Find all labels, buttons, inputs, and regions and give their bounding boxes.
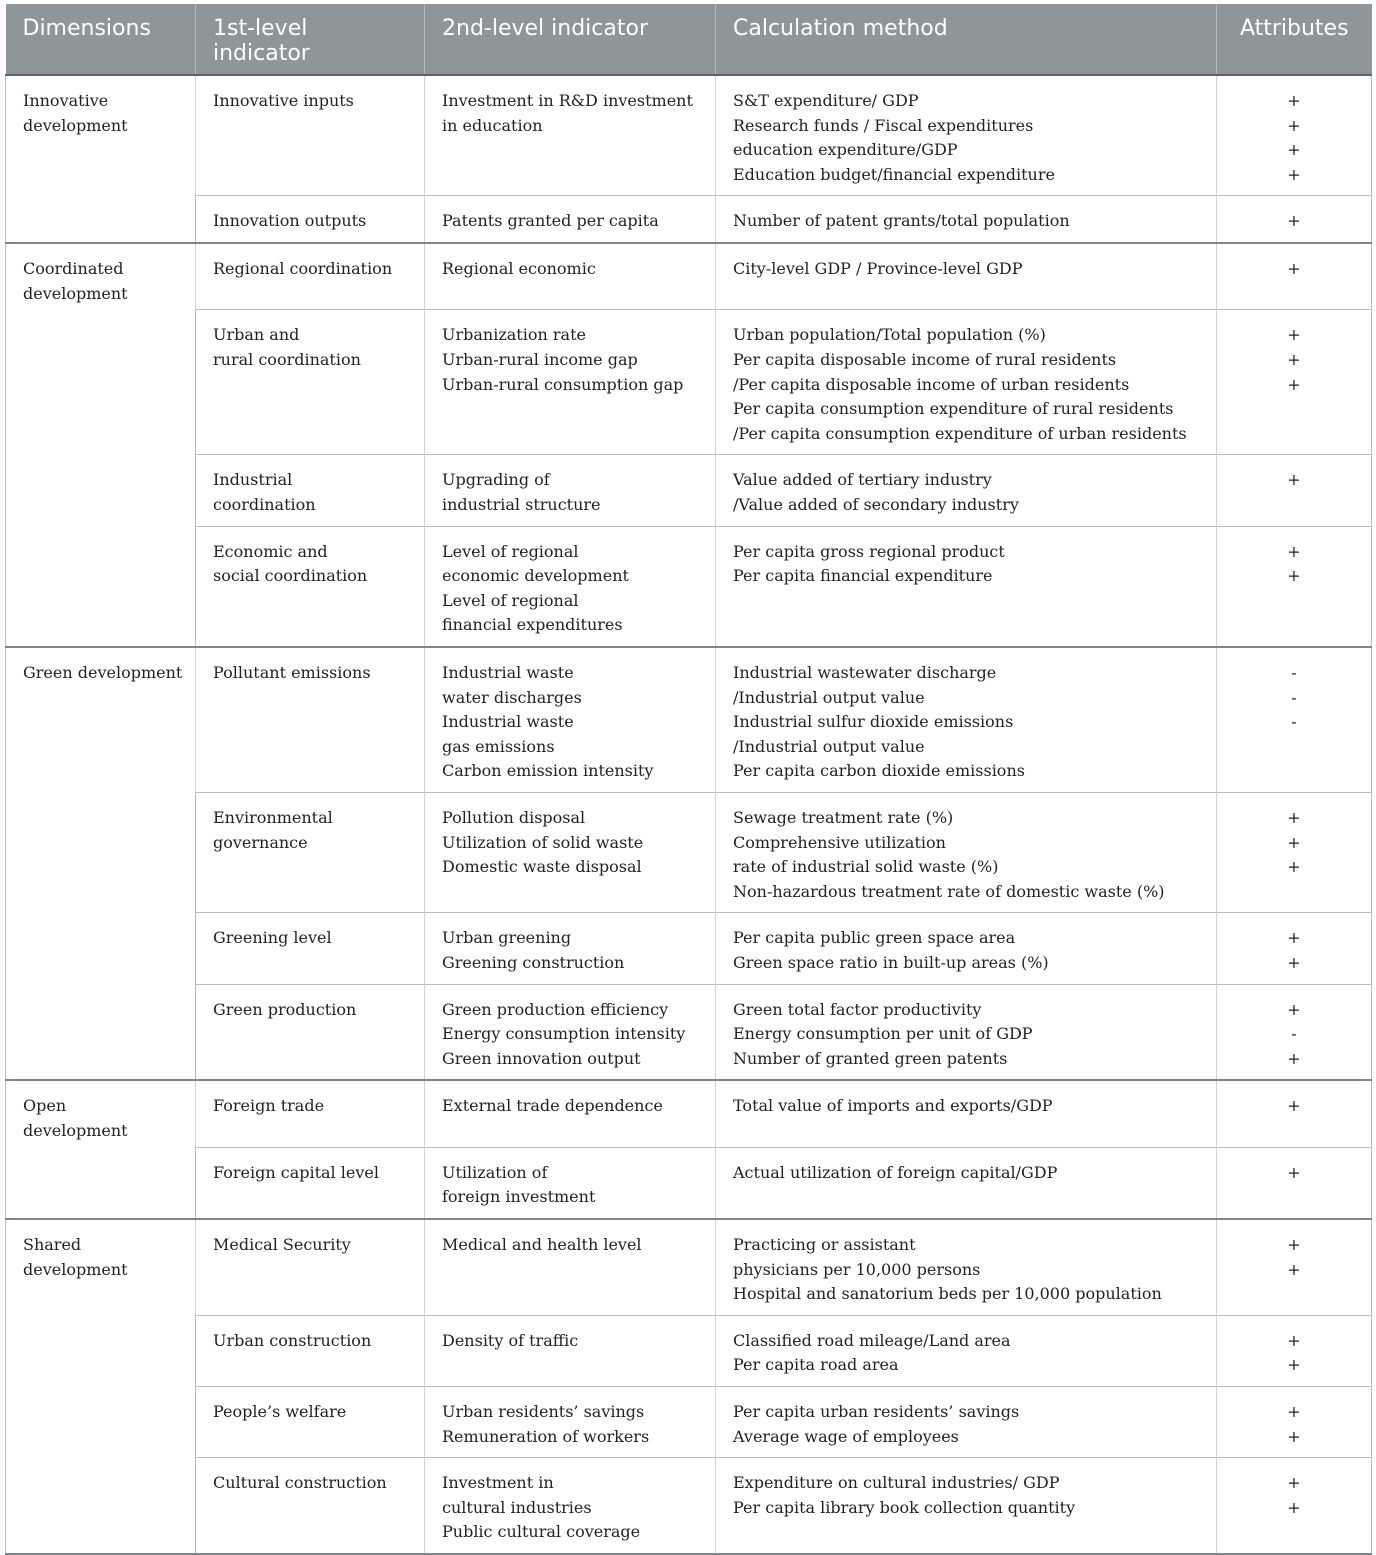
table-row — [6, 243, 1372, 310]
second-level-cell — [425, 310, 716, 455]
first-level-cell-line: rural coordination — [213, 350, 361, 370]
attribute-cell — [1217, 196, 1372, 243]
attribute-cell — [1217, 75, 1372, 196]
first-level-cell — [196, 1386, 425, 1457]
second-level-cell-line: Urban-rural consumption gap — [442, 374, 684, 394]
dimension-cell — [6, 1080, 196, 1219]
calculation-cell-line: Actual utilization of foreign capital/GDP — [733, 1162, 1058, 1182]
second-level-cell-line: Urban residents’ savings — [442, 1401, 645, 1421]
second-level-cell — [425, 913, 716, 984]
calculation-cell-line: Green space ratio in built-up areas (%) — [733, 952, 1049, 972]
calculation-cell-line: /Industrial output value — [733, 736, 925, 756]
attribute-cell-line: + — [1287, 1473, 1301, 1493]
calculation-cell-line: Per capita financial expenditure — [733, 566, 993, 586]
table-row — [6, 913, 1372, 984]
second-level-cell-line: Industrial waste — [442, 712, 574, 732]
calculation-cell — [716, 455, 1217, 526]
calculation-cell-line: Per capita urban residents’ savings — [733, 1401, 1020, 1421]
attribute-cell-line: + — [1287, 1048, 1301, 1068]
calculation-cell — [716, 1458, 1217, 1554]
second-level-cell-line: gas emissions — [442, 736, 555, 756]
second-level-cell-line: Energy consumption intensity — [442, 1024, 686, 1044]
table-row — [6, 526, 1372, 647]
second-level-cell-line: Carbon emission intensity — [442, 761, 654, 781]
calculation-cell-line: Value added of tertiary industry — [733, 470, 992, 490]
calculation-cell-line: Number of granted green patents — [733, 1048, 1008, 1068]
table-row — [6, 1315, 1372, 1386]
attribute-cell — [1217, 455, 1372, 526]
calculation-cell-line: Per capita carbon dioxide emissions — [733, 761, 1025, 781]
second-level-cell-line: Level of regional — [442, 541, 579, 561]
attribute-cell-line: + — [1287, 258, 1301, 278]
first-level-cell-line: Greening level — [213, 928, 332, 948]
dimension-cell-line: Shared — [23, 1235, 82, 1254]
calculation-cell-line: Number of patent grants/total population — [733, 211, 1070, 231]
attribute-cell-line: + — [1287, 1235, 1301, 1254]
calculation-cell-line: Urban population/Total population (%) — [733, 325, 1046, 345]
second-level-cell-line: Public cultural coverage — [442, 1522, 641, 1542]
calculation-cell-line: Industrial sulfur dioxide emissions — [733, 712, 1014, 732]
calculation-cell — [716, 1219, 1217, 1315]
first-level-cell-line: Urban construction — [213, 1330, 372, 1350]
calculation-cell-line: Classified road mileage/Land area — [733, 1330, 1011, 1350]
attribute-cell-line: + — [1287, 1426, 1301, 1446]
second-level-cell — [425, 526, 716, 647]
second-level-cell-line: Utilization of — [442, 1162, 548, 1182]
attribute-cell — [1217, 1458, 1372, 1554]
attribute-cell-line: + — [1287, 1096, 1301, 1116]
second-level-cell — [425, 75, 716, 196]
calculation-cell — [716, 913, 1217, 984]
first-level-cell-line: Innovative inputs — [213, 91, 354, 110]
first-level-cell-line: Industrial — [213, 470, 293, 490]
dimension-cell-line: development — [23, 1120, 128, 1140]
attribute-cell — [1217, 310, 1372, 455]
calculation-cell-line: Average wage of employees — [733, 1426, 959, 1446]
attribute-cell-line: + — [1287, 1355, 1301, 1375]
first-level-cell — [196, 647, 425, 792]
calculation-cell — [716, 1315, 1217, 1386]
attribute-cell — [1217, 1080, 1372, 1147]
dimension-cell — [6, 243, 196, 647]
first-level-cell-line: Cultural construction — [213, 1473, 387, 1493]
calculation-cell-line: education expenditure/GDP — [733, 140, 958, 160]
attribute-cell-line: + — [1287, 1162, 1301, 1182]
attribute-cell-line: + — [1287, 115, 1301, 135]
calculation-cell-line: Education budget/financial expenditure — [733, 164, 1055, 184]
second-level-cell — [425, 984, 716, 1080]
second-level-cell-line: foreign investment — [442, 1187, 596, 1207]
second-level-cell-line: Domestic waste disposal — [442, 857, 642, 877]
calculation-cell-line: City-level GDP / Province-level GDP — [733, 258, 1023, 278]
attribute-cell-line: - — [1291, 663, 1297, 682]
second-level-cell-line: Regional economic — [442, 258, 596, 278]
second-level-cell — [425, 1147, 716, 1219]
second-level-cell-line: Urban-rural income gap — [442, 350, 638, 370]
second-level-cell-line: Level of regional — [442, 590, 579, 610]
table-row — [6, 455, 1372, 526]
table-row — [6, 1147, 1372, 1219]
second-level-cell-line: Remuneration of workers — [442, 1426, 650, 1446]
second-level-cell-line: Green production efficiency — [442, 999, 669, 1019]
attribute-cell — [1217, 1147, 1372, 1219]
attribute-cell-line: + — [1287, 325, 1301, 345]
table-row — [6, 75, 1372, 196]
table-row — [6, 792, 1372, 912]
attribute-cell — [1217, 1219, 1372, 1315]
dimension-cell — [6, 1219, 196, 1554]
dimension-cell-line: development — [23, 283, 128, 303]
attribute-cell — [1217, 792, 1372, 912]
first-level-cell-line: Pollutant emissions — [213, 663, 371, 682]
dimension-cell-line: development — [23, 1259, 128, 1279]
second-level-cell — [425, 1080, 716, 1147]
first-level-cell — [196, 913, 425, 984]
calculation-cell — [716, 1147, 1217, 1219]
attribute-cell-line: + — [1287, 541, 1301, 561]
calculation-cell-line: Hospital and sanatorium beds per 10,000 population — [733, 1284, 1162, 1304]
calculation-cell-line: /Industrial output value — [733, 687, 925, 707]
calculation-cell-line: Per capita library book collection quantity — [733, 1497, 1076, 1517]
second-level-cell-line: Investment in R&D investment — [442, 91, 693, 110]
calculation-cell-line: S&T expenditure/ GDP — [733, 91, 919, 110]
first-level-cell-line: People’s welfare — [213, 1401, 347, 1421]
calculation-cell-line: rate of industrial solid waste (%) — [733, 857, 999, 877]
second-level-cell — [425, 1315, 716, 1386]
second-level-cell-line: economic development — [442, 566, 629, 586]
table-body — [6, 75, 1372, 1554]
first-level-cell — [196, 1315, 425, 1386]
first-level-cell-line: Innovation outputs — [213, 211, 367, 231]
second-level-cell-line: financial expenditures — [442, 615, 623, 635]
second-level-cell — [425, 243, 716, 310]
calculation-cell-line: Industrial wastewater discharge — [733, 663, 997, 682]
first-level-cell — [196, 1147, 425, 1219]
dimension-cell-line: development — [23, 115, 128, 135]
second-level-cell — [425, 196, 716, 243]
attribute-cell — [1217, 984, 1372, 1080]
calculation-cell-line: Energy consumption per unit of GDP — [733, 1024, 1033, 1044]
indicator-table — [5, 4, 1372, 1555]
attribute-cell-line: + — [1287, 1259, 1301, 1279]
table-row — [6, 1219, 1372, 1315]
table-row — [6, 196, 1372, 243]
dimension-cell — [6, 75, 196, 243]
calculation-cell — [716, 1080, 1217, 1147]
first-level-cell-line: governance — [213, 832, 308, 852]
first-level-cell — [196, 526, 425, 647]
attribute-cell-line: + — [1287, 1497, 1301, 1517]
header-dimensions: Dimensions — [6, 4, 196, 75]
calculation-cell — [716, 75, 1217, 196]
second-level-cell — [425, 1219, 716, 1315]
first-level-cell-line: Green production — [213, 999, 357, 1019]
header-attributes: Attributes — [1217, 4, 1372, 75]
attribute-cell-line: + — [1287, 1330, 1301, 1350]
attribute-cell-line: + — [1287, 999, 1301, 1019]
calculation-cell — [716, 984, 1217, 1080]
first-level-cell-line: Medical Security — [213, 1235, 351, 1254]
calculation-cell-line: /Value added of secondary industry — [733, 495, 1019, 515]
attribute-cell-line: + — [1287, 211, 1301, 231]
second-level-cell-line: cultural industries — [442, 1497, 592, 1517]
calculation-cell-line: Comprehensive utilization — [733, 832, 946, 852]
table-row — [6, 647, 1372, 792]
first-level-cell-line: social coordination — [213, 566, 368, 586]
first-level-cell — [196, 75, 425, 196]
second-level-cell-line: water discharges — [442, 687, 582, 707]
attribute-cell-line: + — [1287, 91, 1301, 110]
second-level-cell-line: Utilization of solid waste — [442, 832, 644, 852]
calculation-cell-line: Per capita disposable income of rural residents — [733, 350, 1117, 370]
first-level-cell-line: Urban and — [213, 325, 300, 345]
calculation-cell-line: Expenditure on cultural industries/ GDP — [733, 1473, 1060, 1493]
attribute-cell-line: + — [1287, 140, 1301, 160]
dimension-cell-line: Coordinated — [23, 258, 124, 278]
second-level-cell-line: in education — [442, 115, 543, 135]
calculation-cell — [716, 196, 1217, 243]
second-level-cell-line: Green innovation output — [442, 1048, 641, 1068]
attribute-cell — [1217, 647, 1372, 792]
table-header — [6, 4, 1372, 75]
attribute-cell — [1217, 1315, 1372, 1386]
first-level-cell-line: coordination — [213, 495, 316, 515]
first-level-cell-line: Regional coordination — [213, 258, 393, 278]
calculation-cell-line: Per capita gross regional product — [733, 541, 1005, 561]
attribute-cell — [1217, 913, 1372, 984]
attribute-cell — [1217, 526, 1372, 647]
table-row — [6, 1458, 1372, 1554]
dimension-cell — [6, 647, 196, 1080]
calculation-cell-line: Total value of imports and exports/GDP — [733, 1096, 1053, 1116]
first-level-cell — [196, 196, 425, 243]
dimension-cell-line: Open — [23, 1096, 67, 1116]
calculation-cell-line: /Per capita disposable income of urban residents — [733, 374, 1130, 394]
calculation-cell — [716, 526, 1217, 647]
second-level-cell-line: Medical and health level — [442, 1235, 642, 1254]
first-level-cell-line: Environmental — [213, 807, 333, 827]
attribute-cell-line: + — [1287, 857, 1301, 877]
calculation-cell-line: Practicing or assistant — [733, 1235, 916, 1254]
calculation-cell-line: Per capita road area — [733, 1355, 899, 1375]
first-level-cell — [196, 792, 425, 912]
second-level-cell-line: Investment in — [442, 1473, 554, 1493]
calculation-cell — [716, 243, 1217, 310]
attribute-cell-line: - — [1291, 687, 1297, 707]
calculation-cell-line: Per capita consumption expenditure of rural residents — [733, 399, 1174, 419]
calculation-cell-line: Per capita public green space area — [733, 928, 1016, 948]
attribute-cell — [1217, 1386, 1372, 1457]
first-level-cell — [196, 1219, 425, 1315]
second-level-cell — [425, 1386, 716, 1457]
attribute-cell-line: + — [1287, 928, 1301, 948]
calculation-cell-line: Sewage treatment rate (%) — [733, 807, 954, 827]
attribute-cell-line: + — [1287, 350, 1301, 370]
attribute-cell-line: + — [1287, 832, 1301, 852]
table-row — [6, 1386, 1372, 1457]
second-level-cell — [425, 792, 716, 912]
header-first-level: 1st-level indicator — [196, 4, 425, 75]
first-level-cell — [196, 455, 425, 526]
second-level-cell-line: Greening construction — [442, 952, 625, 972]
table-row — [6, 1080, 1372, 1147]
attribute-cell-line: - — [1291, 712, 1297, 732]
first-level-cell — [196, 1080, 425, 1147]
attribute-cell-line: + — [1287, 470, 1301, 490]
second-level-cell — [425, 1458, 716, 1554]
header-second-level: 2nd-level indicator — [425, 4, 716, 75]
table-row — [6, 984, 1372, 1080]
attribute-cell-line: + — [1287, 807, 1301, 827]
second-level-cell — [425, 647, 716, 792]
table-row — [6, 310, 1372, 455]
second-level-cell-line: industrial structure — [442, 495, 601, 515]
second-level-cell-line: Upgrading of — [442, 470, 550, 490]
second-level-cell-line: External trade dependence — [442, 1096, 663, 1116]
second-level-cell-line: Industrial waste — [442, 663, 574, 682]
first-level-cell — [196, 1458, 425, 1554]
attribute-cell-line: + — [1287, 374, 1301, 394]
calculation-cell — [716, 310, 1217, 455]
first-level-cell-line: Economic and — [213, 541, 328, 561]
second-level-cell-line: Density of traffic — [442, 1330, 579, 1350]
calculation-cell — [716, 792, 1217, 912]
first-level-cell — [196, 243, 425, 310]
second-level-cell-line: Urban greening — [442, 928, 572, 948]
dimension-cell-line: Green development — [23, 663, 183, 682]
second-level-cell — [425, 455, 716, 526]
second-level-cell-line: Pollution disposal — [442, 807, 586, 827]
first-level-cell-line: Foreign trade — [213, 1096, 325, 1116]
calculation-cell — [716, 647, 1217, 792]
calculation-cell-line: Green total factor productivity — [733, 999, 982, 1019]
header-calculation-method: Calculation method — [716, 4, 1217, 75]
first-level-cell — [196, 310, 425, 455]
calculation-cell-line: /Per capita consumption expenditure of urban residents — [733, 423, 1187, 443]
attribute-cell-line: + — [1287, 164, 1301, 184]
calculation-cell-line: Non-hazardous treatment rate of domestic waste (%) — [733, 881, 1165, 901]
attribute-cell-line: + — [1287, 566, 1301, 586]
calculation-cell — [716, 1386, 1217, 1457]
attribute-cell-line: - — [1291, 1024, 1297, 1044]
attribute-cell — [1217, 243, 1372, 310]
attribute-cell-line: + — [1287, 1401, 1301, 1421]
calculation-cell-line: Research funds / Fiscal expenditures — [733, 115, 1034, 135]
attribute-cell-line: + — [1287, 952, 1301, 972]
second-level-cell-line: Patents granted per capita — [442, 211, 659, 231]
dimension-cell-line: Innovative — [23, 91, 109, 110]
second-level-cell-line: Urbanization rate — [442, 325, 586, 345]
first-level-cell — [196, 984, 425, 1080]
header-row — [6, 4, 1372, 75]
calculation-cell-line: physicians per 10,000 persons — [733, 1259, 981, 1279]
first-level-cell-line: Foreign capital level — [213, 1162, 379, 1182]
